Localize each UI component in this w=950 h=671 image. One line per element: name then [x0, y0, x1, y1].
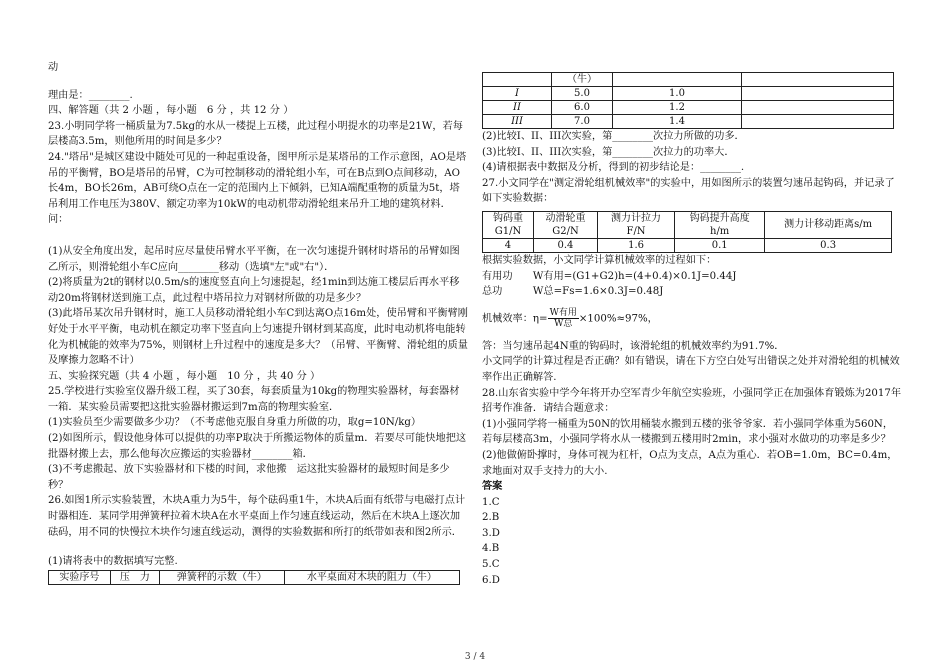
answer-item: 3.D — [482, 527, 500, 539]
table-header-cell: 测力计拉力 F/N — [597, 211, 674, 238]
question-26-3: (3)比较I、II、III次实验，第________次拉力的功率大． — [482, 146, 735, 158]
question-25-3: (3)不考虑搬起、放下实验器材和下楼的时间，求他搬 运这批实验器材的最短时间是多少秒？ — [48, 464, 450, 491]
table-cell: （牛） — [552, 73, 613, 87]
question-23: 23.小明同学将一桶质量为7.5kg的水从一楼提上五楼，此过程小明提水的功率是21W，若每层楼高3.5m，则他所用的时间是多少？ — [48, 120, 463, 148]
formula-useful-work: 有用功 W有用=(G1+G2)h=(4+0.4)×0.1J=0.44J — [482, 270, 737, 282]
efficiency-table — [482, 211, 892, 253]
table-header-cell: 实验序号 — [49, 570, 111, 584]
table-header-cell: 弹簧秤的示数（牛） — [159, 570, 284, 584]
table-cell: 0.4 — [533, 238, 597, 252]
table-header-cell: 压 力 — [110, 570, 159, 584]
answer-item: 4.B — [482, 543, 500, 555]
question-25: 25.学校进行实验室仪器升级工程，买了30套，每套质量为10kg的物理实验器材，每套器材一箱．某实验员需要把这批实验器材搬运到7m高的物理实验室． — [48, 386, 460, 413]
question-26-2: (2)比较I、II、III次实验，第________次拉力所做的功多． — [482, 131, 745, 142]
table-header-cell: 动滑轮重 G2/N — [533, 211, 597, 238]
table-cell: II — [483, 101, 552, 115]
table-cell: III — [483, 115, 552, 129]
question-27: 27.小文同学在"测定滑轮组机械效率"的实验中，用如图所示的装置匀速吊起钩码，并记录了如下实验数据： — [482, 177, 895, 205]
table-cell: 1.4 — [613, 115, 742, 129]
table-header-cell: 钩码重 G1/N — [483, 211, 534, 238]
table-header-cell: 钩码提升高度 h/m — [675, 211, 765, 238]
question-26: 26.如图1所示实验装置，木块A重力为5牛，每个砝码重1牛，木块A后面有纸带与电磁打点计时器相连．某同学用弹簧秤拉着木块A在水平桌面上作匀速直线运动，然后在木块A上逐次加砝码，用不同的快慢拉木块作匀速直线运动，测得的实验数据和所打的纸带如表和图2所示． — [48, 495, 466, 538]
table-cell: 4 — [483, 238, 534, 252]
question-28: 28.山东省实验中学今年将开办空军青少年航空实验班，小强同学正在加强体育锻炼为2017年招考作准备．请结合题意求： — [482, 387, 902, 415]
question-26-1: (1)请将表中的数据填写完整. — [48, 556, 178, 568]
question-24-1: (1)从安全角度出发，起吊时应尽量使吊臂水平平衡，在一次匀速提升钢材时塔吊的吊臂如图乙所示，则滑轮组小车C应向________移动（选填"左"或"右"）． — [48, 245, 460, 273]
para: 动 — [48, 62, 59, 73]
para: 小文同学的计算过程是否正确？如有错误，请在下方空白处写出错误之处并对滑轮组的机械效率作出正确解答. — [482, 356, 900, 383]
question-25-1: (1)实验员至少需要做多少功？（不考虑他克服自身重力所做的功，取g=10N/kg） — [48, 417, 422, 429]
formula-efficiency: 机械效率：η= $\frac{\text{W有用}}{\text{W总}}\times 100\%\approx 97\%$， — [482, 307, 658, 329]
table-cell: 0.1 — [675, 238, 765, 252]
answer-heading: 答案 — [482, 480, 503, 493]
table-cell: I — [483, 87, 552, 101]
left-column — [48, 60, 468, 585]
para: 理由是：________. — [48, 89, 133, 101]
para: 答：当匀速吊起4N重的钩码时，该滑轮组的机械效率约为91.7%． — [482, 340, 785, 352]
question-28-1: (1)小强同学将一桶重为50N的饮用桶装水搬到五楼的张爷爷家．若小强同学体重为560N，若每层楼高3m，小强同学将水从一楼搬到五楼用时2min，求小强对水做功的功率是多少？ — [482, 418, 894, 446]
question-28-2: (2)他做俯卧撑时，身体可视为杠杆，O点为支点，A点为重心．若OB=1.0m，BC=0.4m，求地面对双手支持力的大小. — [482, 449, 898, 477]
table-cell: 5.0 — [552, 87, 613, 101]
friction-table-continued — [482, 72, 894, 129]
question-24: 24."塔吊"是城区建设中随处可见的一种起重设备，图甲所示是某塔吊的工作示意图，AO是塔吊的平衡臂，BO是塔吊的吊臂，C为可控制移动的滑轮组小车，可在B点到O点间移动，AO长4m，BO长26m，AB可绕O点在一定的范围内上下倾斜，已知A端配重物的质量为5t，塔吊利用工作电压为380V、额定功率为10kW的电动机带动滑轮组来吊升工地的建筑材料．问： — [48, 151, 467, 226]
table-header-cell: 测力计移动距离s/m — [765, 211, 892, 238]
table-cell: 7.0 — [552, 115, 613, 129]
page-number: 3 / 4 — [464, 652, 486, 662]
table-cell: 6.0 — [552, 101, 613, 115]
para: 根据实验数据，小文同学计算机械效率的过程如下： — [482, 254, 717, 266]
question-25-2: (2)如图所示，假设他身体可以提供的功率P取决于所搬运物体的质量m．若要尽可能快地把这批器材搬上去，那么他每次应搬运的实验器材________箱． — [48, 433, 467, 460]
table-header-cell: 水平桌面对木块的阻力（牛） — [284, 570, 459, 584]
answer-item: 5.C — [482, 559, 500, 571]
question-24-2: (2)将质量为2t的钢材以0.5m/s的速度竖直向上匀速提起，经1min到达施工楼层后再水平移动20m将钢材送到施工点，此过程中塔吊拉力对钢材所做的功是多少？ — [48, 277, 460, 304]
formula-total-work: 总功 W总=Fs=1.6×0.3J=0.48J — [482, 286, 664, 298]
question-24-3: (3)此塔吊某次吊升钢材时，施工人员移动滑轮组小车C到达离O点16m处，使吊臂和平衡臂刚好处于水平平衡，电动机在额定功率下竖直向上匀速提升钢材到某高度，此时电动机将电能转化为机械能的效率为75%，则钢材上升过程中的速度是多大？（吊臂、平衡臂、滑轮组的质量及摩擦力忽略不计） — [48, 308, 468, 367]
friction-table-header — [48, 570, 460, 585]
right-column — [482, 72, 902, 588]
table-cell: 1.2 — [613, 101, 742, 115]
section-heading: 五、实验探究题（共 4 小题 ，每小题 10 分 ，共 40 分 ） — [48, 370, 321, 382]
question-26-4: (4)请根据表中数据及分析，得到的初步结论是：________. — [482, 162, 745, 174]
table-cell: 0.3 — [765, 238, 892, 252]
answer-item: 6.D — [482, 574, 500, 586]
table-cell: 1.6 — [597, 238, 674, 252]
fraction: $\frac{\text{W有用}}{\text{W总}}$ — [549, 307, 577, 329]
table-cell: 1.0 — [613, 87, 742, 101]
answer-item: 2.B — [482, 512, 500, 524]
section-heading: 四、解答题（共 2 小题 ，每小题 6 分 ，共 12 分 ） — [48, 105, 294, 117]
answer-item: 1.C — [482, 496, 500, 508]
